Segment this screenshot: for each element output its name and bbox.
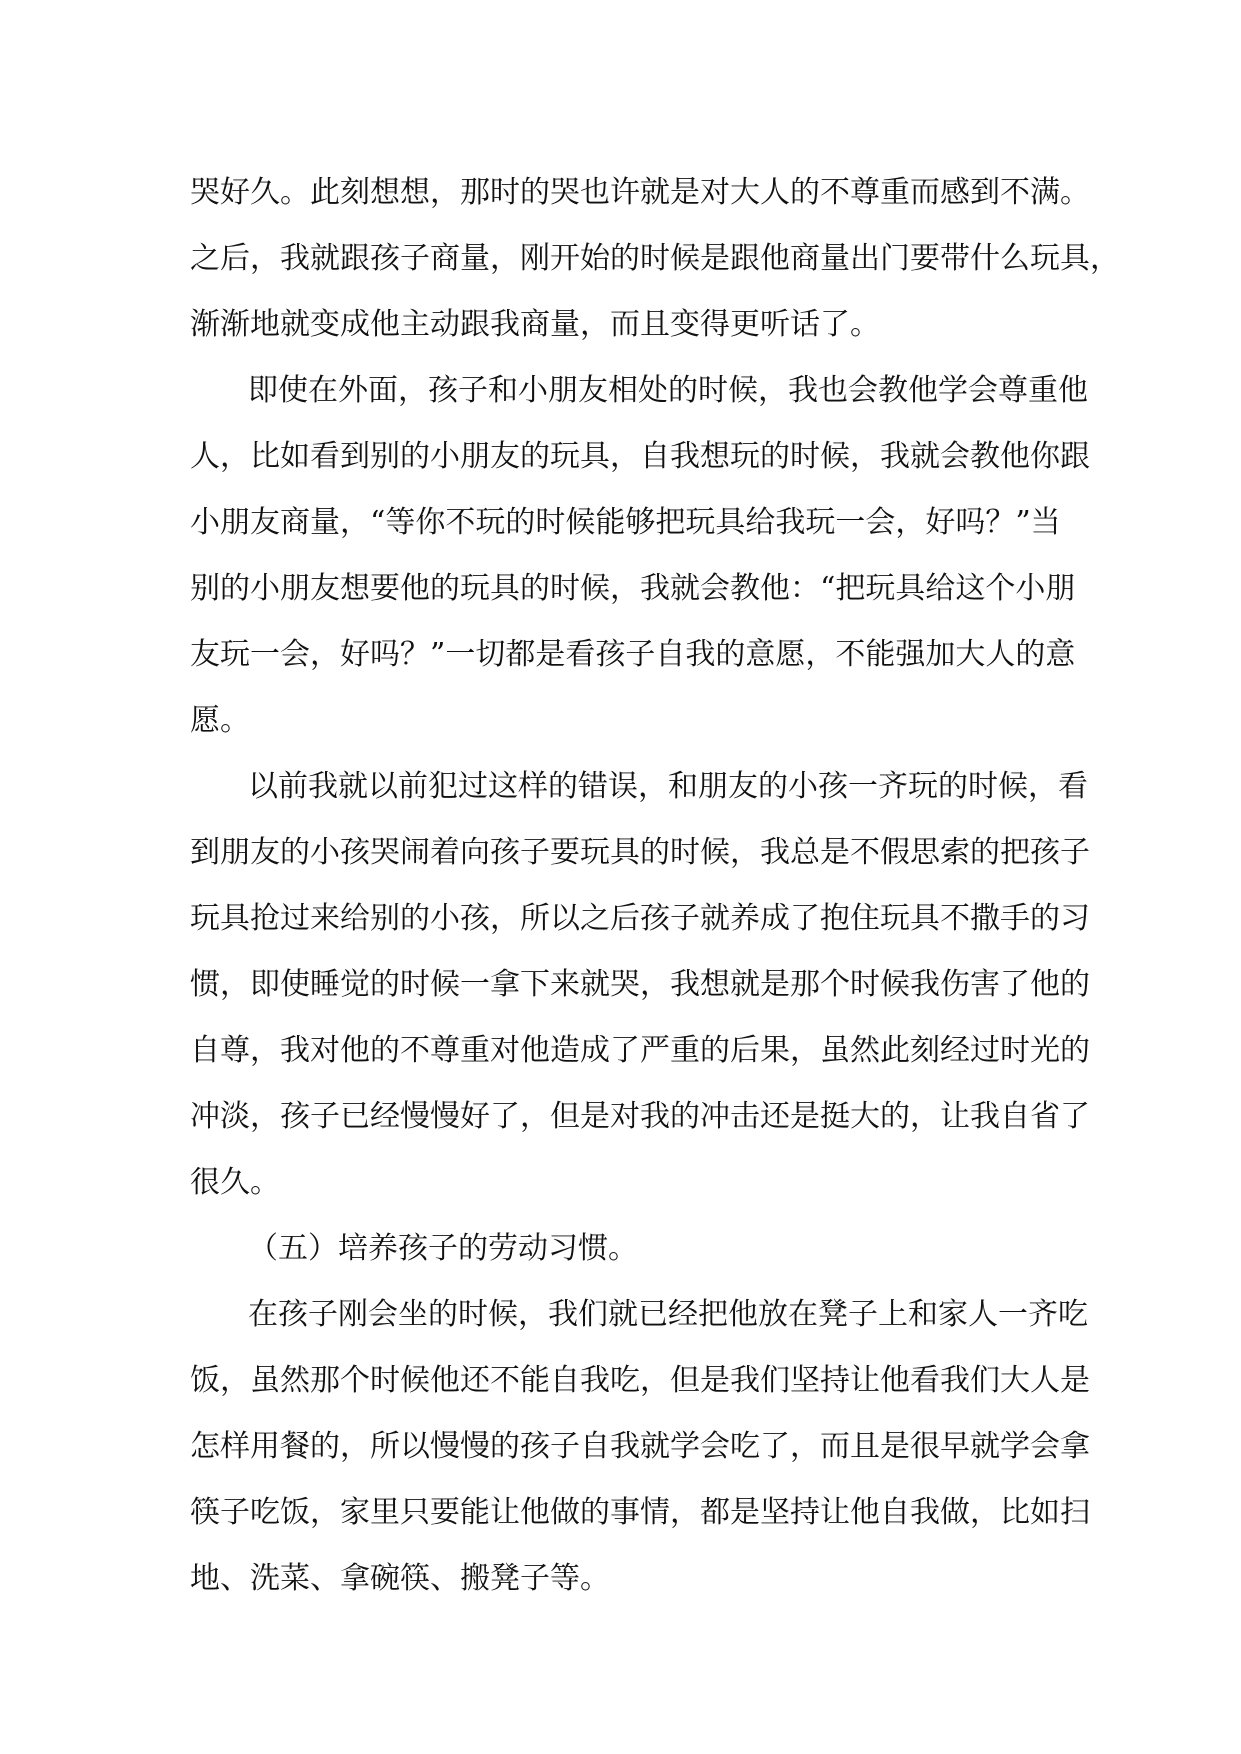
section-heading-text: （五）培养孩子的劳动习惯。 (248, 1231, 638, 1266)
text-line: 惯，即使睡觉的时候一拿下来就哭，我想就是那个时候我伤害了他的 (190, 967, 1090, 1002)
text-line: 地、洗菜、拿碗筷、搬凳子等。 (190, 1561, 610, 1596)
paragraph-2 (190, 358, 1090, 754)
text-line: 小朋友商量，“等你不玩的时候能够把玩具给我玩一会，好吗？”当 (190, 505, 1061, 540)
paragraph-4 (190, 1282, 1090, 1612)
text-line: 到朋友的小孩哭闹着向孩子要玩具的时候，我总是不假思索的把孩子 (190, 835, 1090, 870)
text-line: 以前我就以前犯过这样的错误，和朋友的小孩一齐玩的时候，看 (248, 769, 1088, 804)
text-line: 别的小朋友想要他的玩具的时候，我就会教他：“把玩具给这个小朋 (190, 571, 1076, 606)
section-heading (190, 1216, 1060, 1282)
text-line: 筷子吃饭，家里只要能让他做的事情，都是坚持让他自我做，比如扫 (190, 1495, 1090, 1530)
text-line: 在孩子刚会坐的时候，我们就已经把他放在凳子上和家人一齐吃 (248, 1297, 1088, 1332)
text-line: 自尊，我对他的不尊重对他造成了严重的后果，虽然此刻经过时光的 (190, 1033, 1090, 1068)
text-line: 饭，虽然那个时候他还不能自我吃，但是我们坚持让他看我们大人是 (190, 1363, 1090, 1398)
document-body (190, 160, 1120, 1612)
text-line: 冲淡，孩子已经慢慢好了，但是对我的冲击还是挺大的，让我自省了 (190, 1099, 1090, 1134)
text-line: 怎样用餐的，所以慢慢的孩子自我就学会吃了，而且是很早就学会拿 (190, 1429, 1090, 1464)
text-line: 友玩一会，好吗？”一切都是看孩子自我的意愿，不能强加大人的意 (190, 637, 1076, 672)
text-line: 愿。 (190, 703, 250, 738)
text-line: 人，比如看到别的小朋友的玩具，自我想玩的时候，我就会教他你跟 (190, 439, 1090, 474)
paragraph-3 (190, 754, 1090, 1216)
text-line: 渐渐地就变成他主动跟我商量，而且变得更听话了。 (190, 307, 880, 342)
text-line: 哭好久。此刻想想，那时的哭也许就是对大人的不尊重而感到不满。 (190, 175, 1090, 210)
text-line: 之后，我就跟孩子商量，刚开始的时候是跟他商量出门要带什么玩具， (190, 241, 1120, 276)
text-line: 很久。 (190, 1165, 280, 1200)
text-line: 玩具抢过来给别的小孩，所以之后孩子就养成了抱住玩具不撒手的习 (190, 901, 1090, 936)
text-line: 即使在外面，孩子和小朋友相处的时候，我也会教他学会尊重他 (248, 373, 1088, 408)
paragraph-1 (190, 160, 1120, 358)
